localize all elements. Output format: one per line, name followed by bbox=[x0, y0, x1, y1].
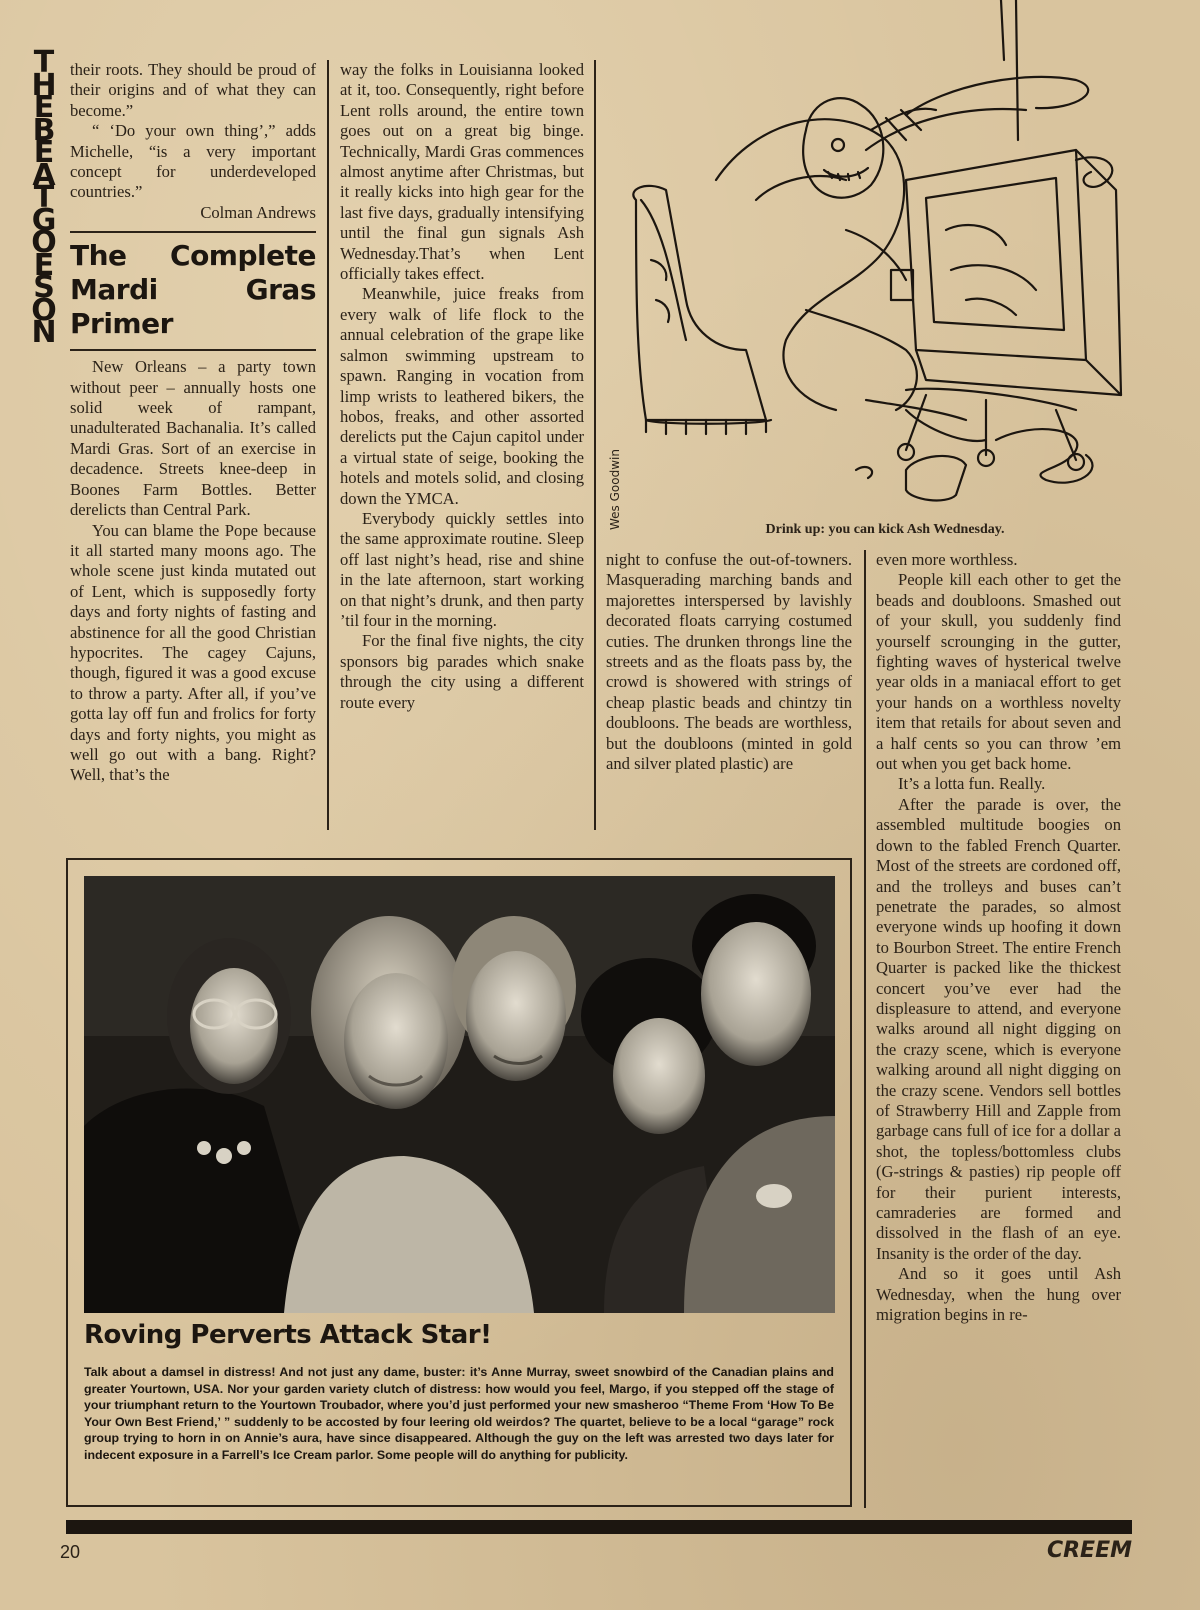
paragraph: And so it goes until Ash Wednesday, when the hung over migration begins in re- bbox=[876, 1264, 1121, 1325]
paragraph: It’s a lotta fun. Really. bbox=[898, 774, 1046, 794]
footer-rule bbox=[66, 1520, 1132, 1534]
magazine-logo: CREEM bbox=[1046, 1538, 1132, 1563]
column-rule bbox=[327, 60, 329, 830]
paragraph: way the folks in Louisianna looked at it, too. Consequently, right before Lent rolls around, the entire town goes out on a great big binge. Technically, Mardi Gras commences almost anytime after Christmas, but it really kicks into high gear for the last five days, gradually intensifying until the final gun signals Ash Wednesday.That’s when Lent officially takes effect. bbox=[340, 60, 584, 284]
cartoon-illustration bbox=[606, 0, 1146, 530]
column-rule bbox=[594, 60, 596, 830]
column-rule bbox=[864, 550, 866, 1508]
paragraph: Everybody quickly settles into the same approximate routine. Sleep off last night’s head, rise and shine in the late afternoon, start working on that night’s drunk, and then party ’til four in the morning. bbox=[340, 508, 584, 630]
paragraph: People kill each other to get the beads and doubloons. Smashed out of your skull, you suddenly find yourself scrounging in the gutter, fighting waves of hysterical twelve year olds in a maniacal effort to get your hands on a worthless novelty item that retails for about seven and a half cents so you can throw ’em out when you get back home. bbox=[876, 570, 1121, 774]
article-column-3 bbox=[606, 550, 852, 774]
page-number: 20 bbox=[60, 1542, 81, 1562]
photo-headline: Roving Perverts Attack Star! bbox=[84, 1320, 492, 1350]
paragraph: After the parade is over, the assembled multitude boogies on down to the fabled French Quarter. Most of the streets are cordoned off, and the trolleys and buses can’t penetrate the parades, so almost everyone winds up hoofing it down to Bourbon Street. The entire French Quarter is packed like the thickest concert you’ve ever had the displeasure to attend, and everyone walks around all night digging on the crazy scene, which is everyone walking around all night digging on the crazy scene. Vendors sell bottles of Strawberry Hill and Zapple from garbage cans full of ice for a dollar a shot, the topless/bottomless clubs (G-strings & pasties) rip people off for their purient interests, camraderies are formed and dissolved in the flash of an eye. Insanity is the order of the day. bbox=[876, 794, 1121, 1263]
paragraph: night to confuse the out-of-towners. Masquerading marching bands and majorettes interspersed by lavishly decorated floats carrying costumed cuties. The drunken throngs line the streets and as the floats pass by, the crowd is showered with strings of cheap plastic beads and chintzy tin doubloons. The beads are worthless, but the doubloons (minted in gold and silver plated plastic) are bbox=[606, 550, 852, 774]
divider bbox=[70, 231, 316, 233]
paragraph: their roots. They should be proud of their origins and of what they can become.” bbox=[70, 60, 316, 120]
divider bbox=[70, 349, 316, 351]
paragraph: Meanwhile, juice freaks from every walk of life flock to the annual celebration of the grape like salmon swimming upstream to spawn. Ranging in vocation from limp wrists to leathered bikers, the hobos, freaks, and other assorted derelicts put the Cajun capitol under a virtual state of seige, booking the hotels and motels solid, and closing down the YMCA. bbox=[340, 284, 584, 508]
paragraph: even more worthless. bbox=[876, 550, 1018, 569]
article-column-1 bbox=[70, 60, 316, 786]
article-headline: The Complete Mardi Gras Primer bbox=[70, 239, 316, 341]
article-column-2 bbox=[340, 60, 584, 713]
paragraph: “ ‘Do your own thing’,” adds Michelle, “is a very important concept for underdeveloped countries.” bbox=[70, 121, 316, 202]
section-title: THE BEAT GOES ON bbox=[31, 45, 57, 350]
band-photo bbox=[84, 876, 835, 1313]
cartoon-caption: Drink up: you can kick Ash Wednesday. bbox=[765, 522, 1005, 537]
paragraph: For the final five nights, the city sponsors big parades which snake through the city using a different route every bbox=[340, 631, 584, 712]
photo-feature-box bbox=[66, 858, 852, 1507]
paragraph: You can blame the Pope because it all started many moons ago. The whole scene just kinda mutated out of Lent, which is supposedly forty days and forty nights of fasting and abstinence for all the good Christian hypocrites. The cagey Cajuns, though, figured it was a good excuse to throw a party. After all, if you’ve gotta lay off fun and frolics for forty days and forty nights, you might as well go out with a bang. Right? Well, that’s the bbox=[70, 520, 316, 785]
illustrator-credit: Wes Goodwin bbox=[608, 449, 622, 530]
byline: Colman Andrews bbox=[200, 202, 316, 222]
paragraph: New Orleans – a party town without peer – annually hosts one solid week of rampant, unadulterated Bachanalia. It’s called Mardi Gras. Sort of an exercise in decadence. Streets knee-deep in Boones Farm Bottles. Better derelicts than Central Park. bbox=[70, 357, 316, 520]
article-column-4 bbox=[876, 550, 1121, 1325]
photo-caption: Talk about a damsel in distress! And not just any dame, buster: it’s Anne Murray, sweet snowbird of the Canadian plains and greater Yourtown, USA. Nor your garden variety clutch of distress: how would you feel, Margo, if you stepped off the stage of your triumphant return to the Yourtown Troubador, where you’d just performed your new smasheroo “Theme From ‘How To Be Your Own Best Friend,’ ” suddenly to be accosted by four leering old weirdos? The quartet, believe to be a local “garage” rock group trying to horn in on Annie’s aura, have since disappeared. Although the guy on the left was arrested two days later for indecent exposure in a Farrell’s Ice Cream parlor. Some people will do anything for publicity. bbox=[84, 1365, 834, 1462]
